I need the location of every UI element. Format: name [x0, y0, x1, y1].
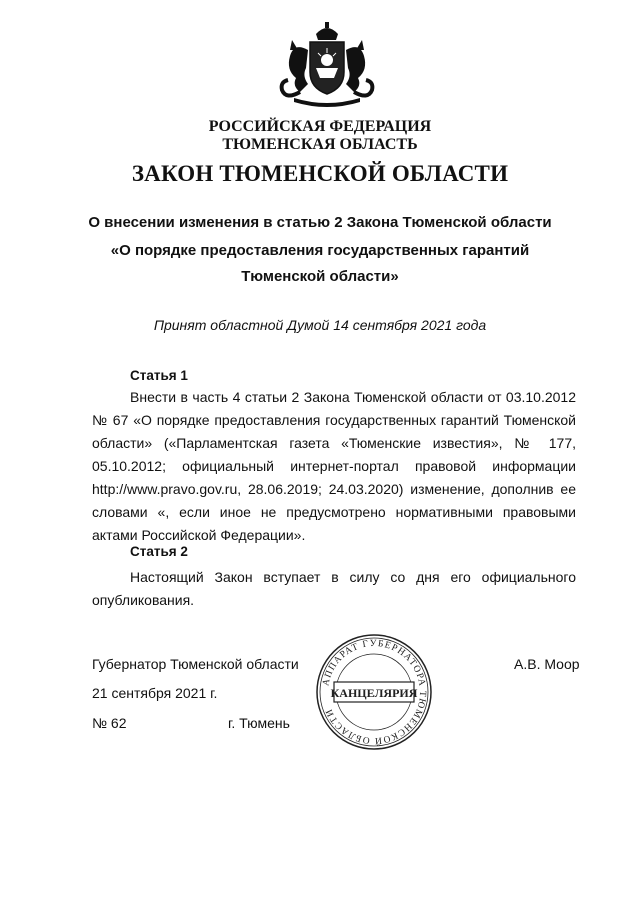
stamp-center-text: КАНЦЕЛЯРИЯ	[330, 686, 418, 700]
signatory-name: А.В. Моор	[514, 656, 580, 672]
adoption-note: Принят областной Думой 14 сентября 2021 года	[153, 317, 487, 333]
country-name: РОССИЙСКАЯ ФЕДЕРАЦИЯ	[208, 118, 432, 135]
article-2-body	[92, 566, 576, 612]
law-title-line-3: Тюменской области»	[241, 268, 399, 285]
office-stamp-icon	[314, 632, 434, 752]
region-name: ТЮМЕНСКАЯ ОБЛАСТЬ	[222, 136, 418, 153]
article-1-text: Внести в часть 4 статьи 2 Закона Тюменской области от 03.10.2012 № 67 «О порядке предоставления государственных гарантий Тюменской области» («Парламентская газета «Тюменские известия», № 177, 05.10.2012; официальный интернет-портал правовой информации http://www.pravo.gov.ru, 28.06.2019; 24.03.2020) изменение, дополнив ее словами «, если иное не предусмотрено нормативными правовыми актами Российской Федерации».	[92, 389, 576, 543]
document-type-title: ЗАКОН ТЮМЕНСКОЙ ОБЛАСТИ	[131, 161, 509, 186]
signing-city: г. Тюмень	[228, 715, 290, 731]
stamp-ring-text: АППАРАТ ГУБЕРНАТОРА ТЮМЕНСКОЙ ОБЛАСТИ	[321, 638, 428, 746]
law-number: № 62	[92, 715, 127, 731]
article-2-text: Настоящий Закон вступает в силу со дня его официального опубликования.	[92, 569, 576, 608]
coat-of-arms-icon	[272, 20, 382, 108]
signatory-position: Губернатор Тюменской области	[92, 656, 299, 672]
signing-date: 21 сентября 2021 г.	[92, 685, 218, 701]
article-2-heading: Статья 2	[130, 544, 188, 559]
law-title-line-1: О внесении изменения в статью 2 Закона Тюменской области	[88, 214, 552, 231]
article-1-heading: Статья 1	[130, 368, 188, 383]
law-title-line-2: «О порядке предоставления государственных гарантий	[110, 242, 530, 259]
article-1-body	[92, 386, 576, 547]
